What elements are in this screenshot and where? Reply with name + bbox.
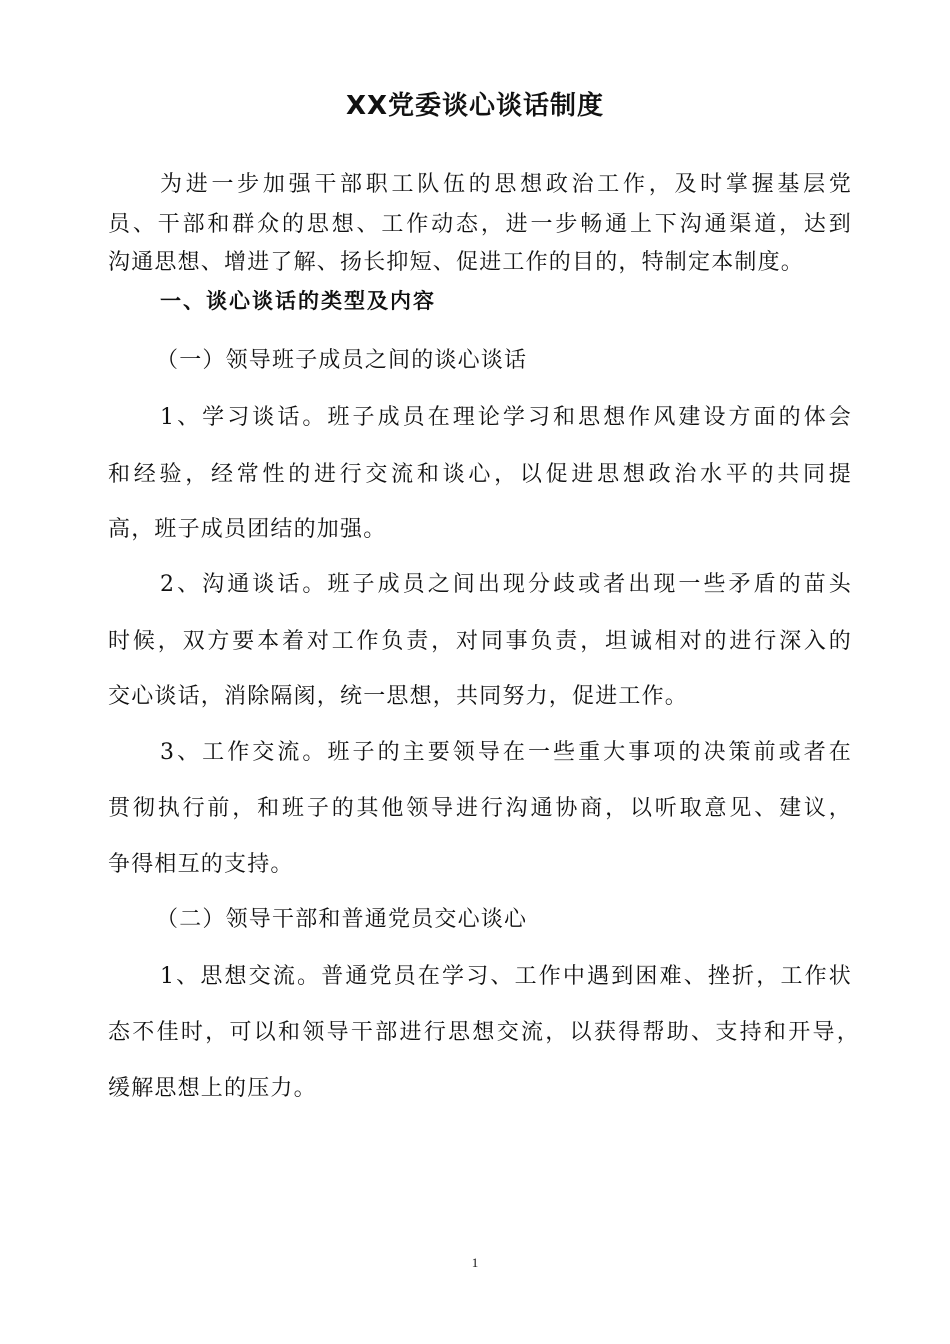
item1-line-3: 高，班子成员团结的加强。 — [108, 517, 387, 542]
intro-line-1: 为进一步加强干部职工队伍的思想政治工作，及时掌握基层党 — [160, 172, 852, 197]
section1-heading: 一、谈心谈话的类型及内容 — [160, 289, 436, 313]
document-title: XX党委谈心谈话制度 — [345, 91, 605, 121]
item2-line-1: 2、沟通谈话。班子成员之间出现分歧或者出现一些矛盾的苗头 — [160, 572, 852, 597]
item2-line-3: 交心谈话，消除隔阂，统一思想，共同努力，促进工作。 — [108, 684, 689, 709]
intro-line-3: 沟通思想、增进了解、扬长抑短、促进工作的目的，特制定本制度。 — [108, 250, 805, 275]
item1-line-2: 和经验，经常性的进行交流和谈心，以促进思想政治水平的共同提 — [108, 462, 852, 487]
intro-line-2: 员、干部和群众的思想、工作动态，进一步畅通上下沟通渠道，达到 — [108, 212, 852, 237]
item3-line-3: 争得相互的支持。 — [108, 852, 294, 877]
item1-line-1: 1、学习谈话。班子成员在理论学习和思想作风建设方面的体会 — [160, 405, 852, 430]
item4-line-3: 缓解思想上的压力。 — [108, 1076, 317, 1101]
item4-line-1: 1、思想交流。普通党员在学习、工作中遇到困难、挫折，工作状 — [160, 964, 852, 989]
item2-line-2: 时候，双方要本着对工作负责，对同事负责，坦诚相对的进行深入的 — [108, 629, 852, 654]
page-number: 1 — [471, 1255, 479, 1270]
subsection1-heading: （一）领导班子成员之间的谈心谈话 — [156, 348, 528, 373]
item4-line-2: 态不佳时，可以和领导干部进行思想交流，以获得帮助、支持和开导， — [108, 1020, 860, 1045]
item3-line-2: 贯彻执行前，和班子的其他领导进行沟通协商，以听取意见、建议， — [108, 796, 852, 821]
item3-line-1: 3、工作交流。班子的主要领导在一些重大事项的决策前或者在 — [160, 740, 852, 765]
subsection2-heading: （二）领导干部和普通党员交心谈心 — [156, 907, 528, 932]
